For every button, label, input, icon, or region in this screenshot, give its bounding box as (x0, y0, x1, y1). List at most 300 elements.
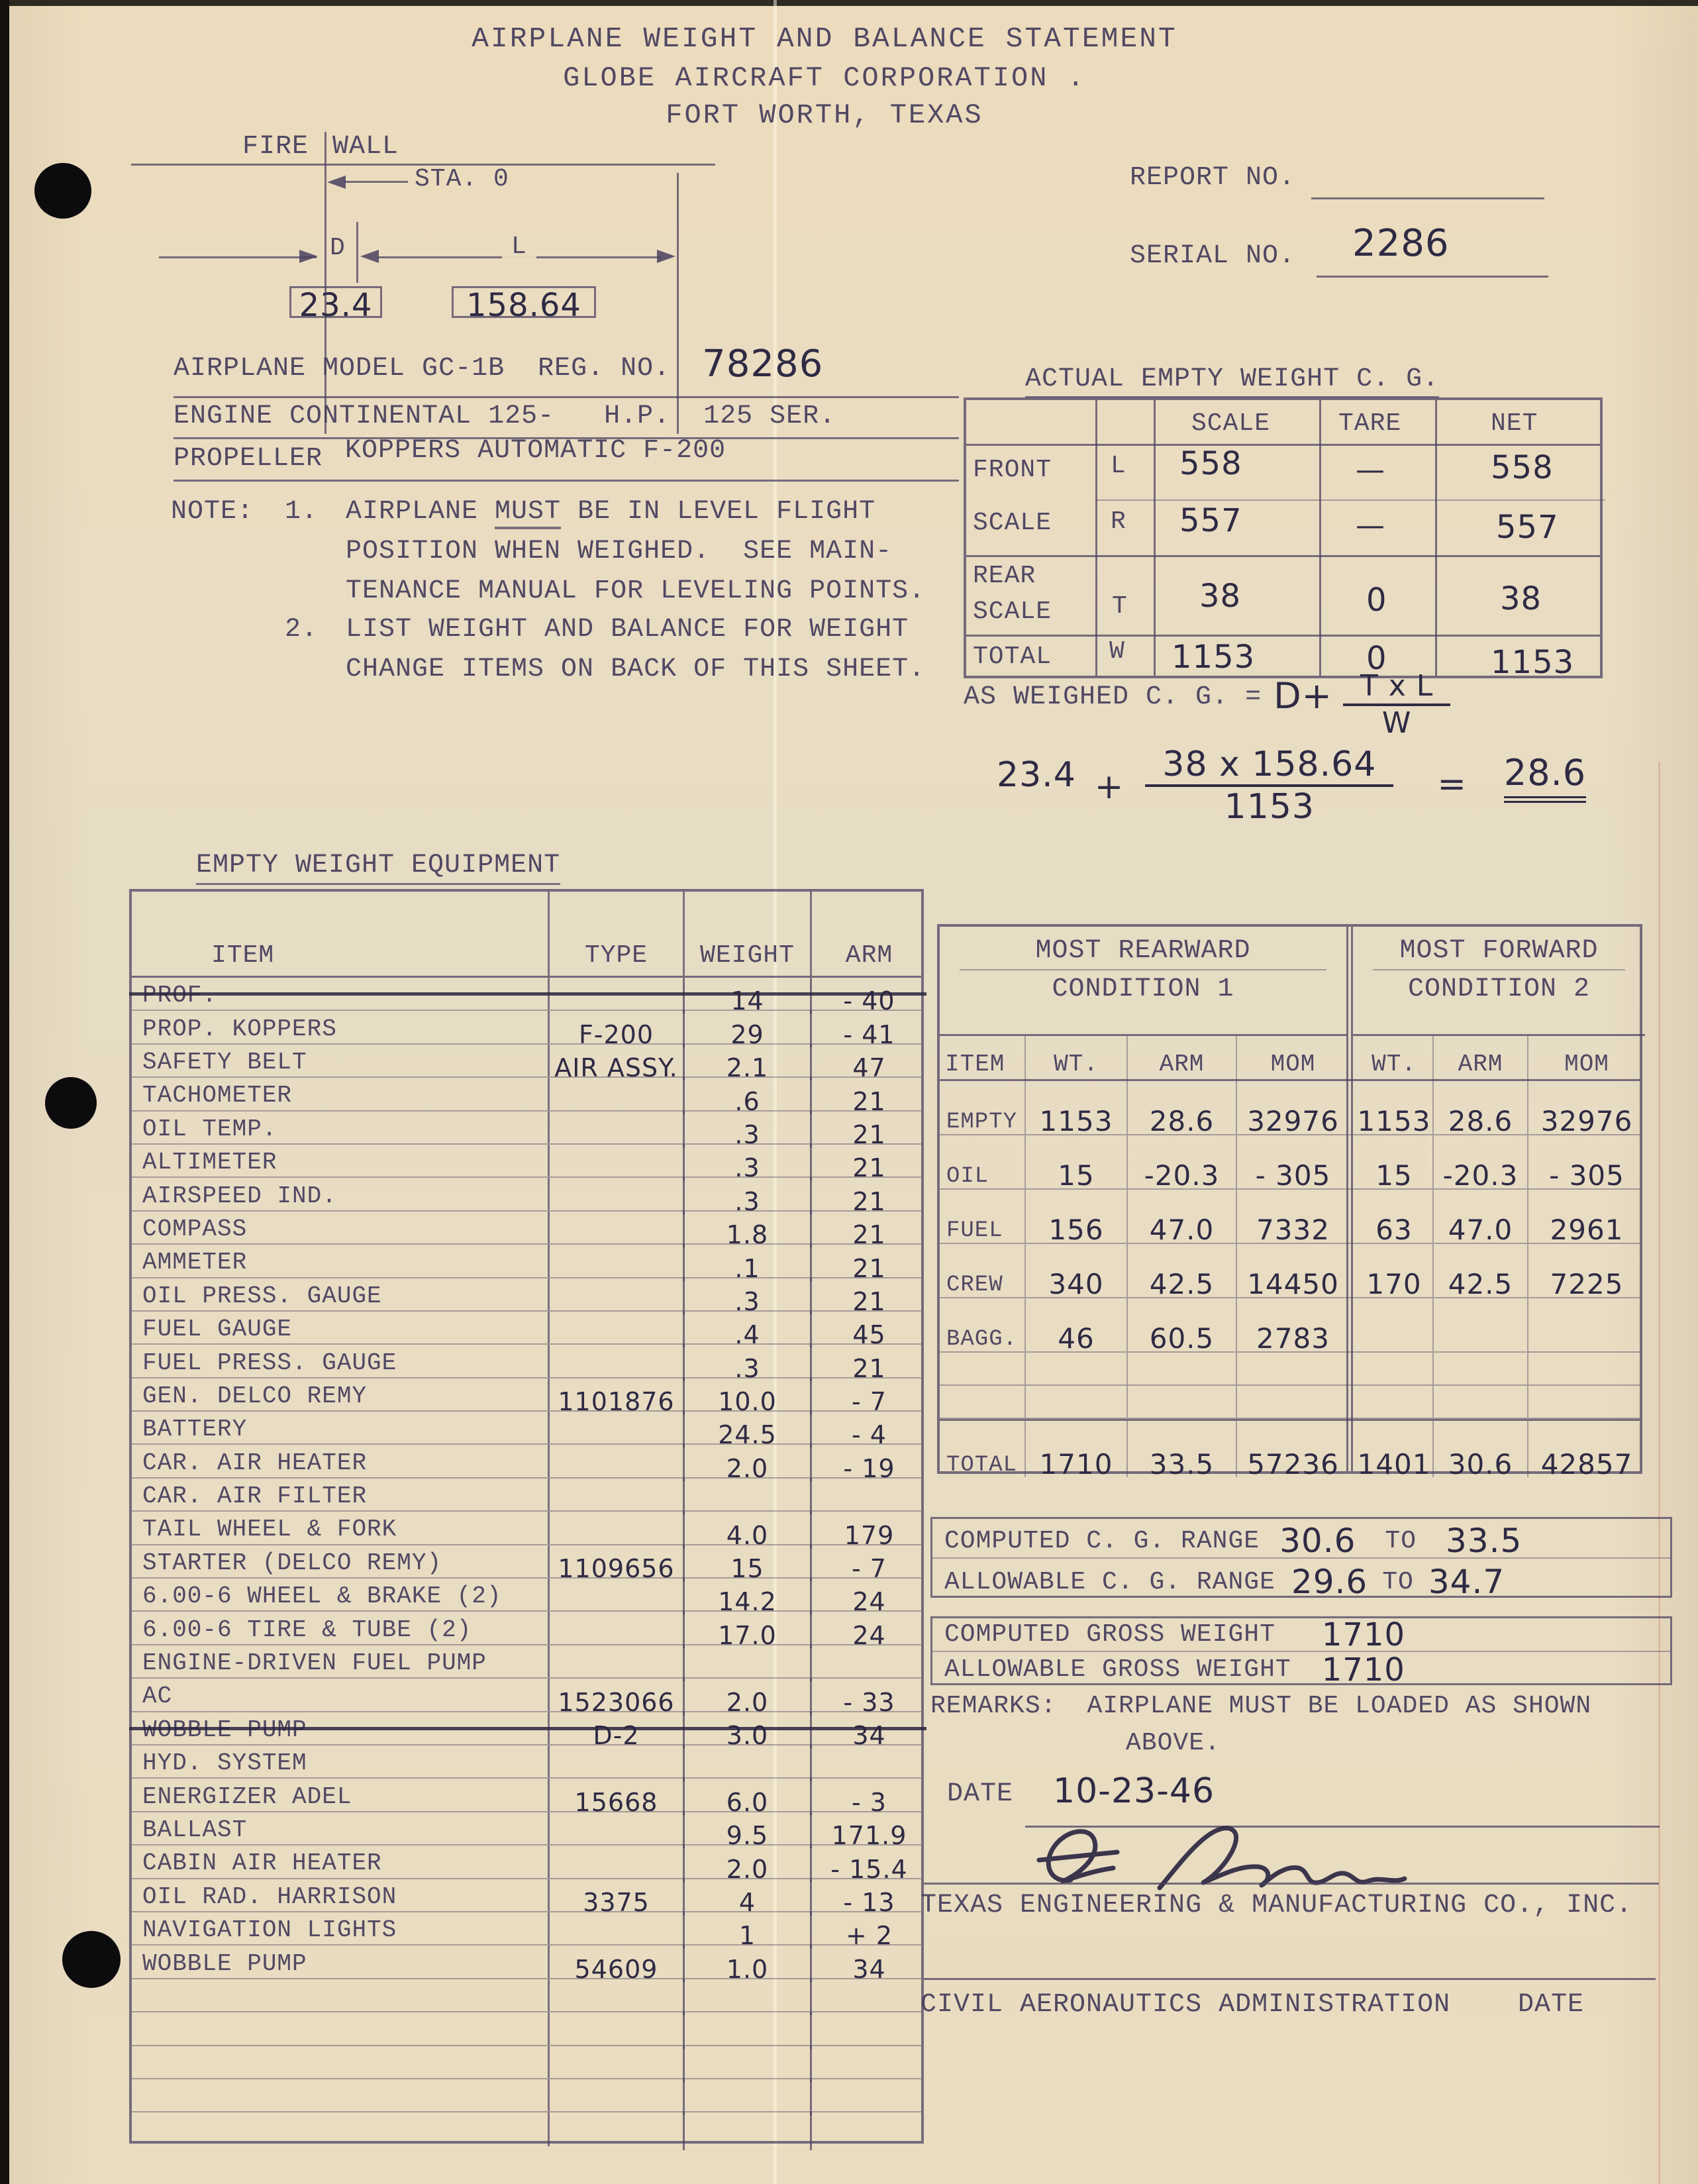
cell-item: AC (132, 1679, 550, 1710)
note-item1-number: 1. (285, 497, 319, 527)
table-row (940, 1353, 1640, 1386)
computed-cg-to: 33.5 (1446, 1522, 1523, 1560)
cell-item (940, 1353, 1026, 1384)
cell-arm2: -20.3 (1434, 1135, 1528, 1188)
cell-item: SAFETY BELT (132, 1045, 550, 1076)
cell-weight: 1 (685, 1912, 812, 1948)
cell-arm: - 13 (843, 1887, 895, 1917)
cell-type: 54609 (550, 1946, 685, 1981)
w-tare-value: 0 (1366, 640, 1387, 677)
cell-type (550, 1212, 685, 1247)
cell-item: 6.00-6 TIRE & TUBE (2) (132, 1612, 550, 1643)
col-mom: MOM (1270, 1050, 1316, 1078)
cell-type (550, 1312, 685, 1347)
cell-arm (812, 1479, 926, 1514)
cell-wt1: 340 (1026, 1244, 1128, 1297)
cell-arm: 171.9 (831, 1821, 907, 1851)
cell-item: FUEL PRESS. GAUGE (132, 1345, 550, 1377)
cell-type: 15668 (550, 1779, 685, 1814)
cell-arm: - 33 (843, 1687, 895, 1717)
cell-weight: .6 (685, 1078, 812, 1114)
cell-weight (685, 2012, 812, 2048)
rule (1095, 499, 1605, 501)
cell-type (550, 1846, 685, 1881)
computed-cg-row (932, 1519, 1670, 1559)
table-row (132, 1212, 921, 1250)
cell-type (550, 1979, 685, 2015)
table-row (940, 1419, 1640, 1481)
propeller-row (174, 436, 726, 474)
r-scale-value: 557 (1179, 502, 1242, 539)
cell-weight: 15 (685, 1545, 812, 1581)
cell-item: BALLAST (132, 1812, 550, 1844)
cell-arm: - 4 (852, 1420, 887, 1450)
remarks-line1: AIRPLANE MUST BE LOADED AS SHOWN (1087, 1692, 1592, 1720)
cell-mom1: 7332 (1256, 1214, 1330, 1246)
cell-item: STARTER (DELCO REMY) (132, 1545, 550, 1577)
cell-wt1: 1153 (1026, 1081, 1128, 1134)
table-row (132, 1412, 921, 1450)
margin-line (1658, 762, 1660, 2184)
cell-weight: 1.0 (685, 1946, 812, 1981)
cell-weight: 2.0 (685, 1445, 812, 1481)
agency-date-label: DATE (1518, 1990, 1585, 2020)
cell-item: CAR. AIR HEATER (132, 1445, 550, 1477)
table-row (132, 1112, 921, 1149)
cell-arm: 24 (852, 1587, 886, 1617)
cell-type (550, 1479, 685, 1514)
table-row (132, 2079, 921, 2112)
d-dim-arrowhead (299, 250, 318, 263)
d-plus: D+ (1274, 675, 1332, 717)
t-net-value: 38 (1500, 580, 1542, 617)
cell-wt2: 15 (1356, 1135, 1434, 1188)
cell-arm: + 2 (845, 1921, 893, 1951)
cell-mom1 (1237, 1386, 1349, 1418)
cell-weight: .3 (685, 1145, 812, 1180)
aircraft-model-row (174, 342, 824, 386)
col-arm2: ARM (1434, 1036, 1528, 1081)
computed-gross-label: COMPUTED GROSS WEIGHT (944, 1620, 1275, 1649)
cell-type: AIR ASSY. (550, 1045, 685, 1080)
cell-item: EMPTY (940, 1081, 1026, 1134)
cell-arm: 47 (852, 1053, 886, 1083)
allowable-gross-value: 1710 (1321, 1651, 1405, 1689)
cell-type (550, 2112, 685, 2150)
cell-item: GEN. DELCO REMY (132, 1378, 550, 1410)
cell-arm: 34 (852, 1954, 886, 1984)
table-row (132, 1512, 921, 1550)
cell-wt2: 63 (1356, 1190, 1434, 1243)
cell-type (550, 1812, 685, 1848)
cell-item: TOTAL (940, 1421, 1026, 1477)
cell-arm: - 7 (852, 1554, 887, 1584)
cell-weight: 14.2 (685, 1579, 812, 1614)
cell-weight: .3 (685, 1345, 812, 1380)
cell-item: ALTIMETER (132, 1145, 550, 1176)
rear-scale-label2: SCALE (973, 598, 1052, 626)
aircraft-model-label: AIRPLANE MODEL GC-1B REG. NO. (174, 354, 671, 384)
cell-wt2: 1153 (1356, 1081, 1434, 1134)
allowable-cg-from: 29.6 (1291, 1563, 1368, 1601)
front-scale-label: FRONT (973, 456, 1052, 484)
table-row (132, 2112, 921, 2146)
cell-mom2: 2961 (1550, 1214, 1624, 1246)
row-letter-l: L (1111, 452, 1126, 480)
cell-item: OIL RAD. HARRISON (132, 1879, 550, 1911)
row-letter-t: T (1112, 592, 1128, 621)
cell-weight: 3.0 (685, 1712, 812, 1748)
cell-weight: 24.5 (685, 1412, 812, 1447)
table-row (132, 978, 921, 1016)
cell-wt2: 1401 (1356, 1421, 1434, 1477)
cell-mom2 (1528, 1353, 1645, 1384)
cell-item: WOBBLE PUMP (132, 1946, 550, 1977)
cell-weight: 10.0 (685, 1378, 812, 1414)
table-row (132, 1278, 921, 1316)
r-net-value: 557 (1496, 509, 1559, 546)
cell-mom1: 57236 (1247, 1448, 1339, 1481)
cell-wt2: 170 (1356, 1244, 1434, 1297)
cell-item (940, 1386, 1026, 1418)
cell-arm: 21 (852, 1353, 886, 1383)
to-label: TO (1385, 1526, 1417, 1555)
page-title: AIRPLANE WEIGHT AND BALANCE STATEMENT (472, 23, 1177, 55)
table-row (132, 1011, 921, 1049)
fraction-denominator: W (1381, 706, 1412, 740)
cell-item: OIL PRESS. GAUGE (132, 1278, 550, 1310)
cell-item: PROF. (132, 978, 550, 1010)
table-row (132, 2012, 921, 2046)
note-label: NOTE: (171, 497, 254, 527)
calc-fraction (1145, 745, 1393, 827)
row-letter-r: R (1111, 507, 1126, 536)
cell-type: 1109656 (550, 1545, 685, 1581)
cg-computation (997, 745, 1587, 827)
row-letter-w: W (1109, 637, 1125, 666)
cell-arm: 21 (852, 1153, 886, 1183)
cell-arm: 45 (852, 1320, 886, 1350)
table-row (132, 1745, 921, 1779)
firewall-label-wall: WALL (332, 132, 399, 162)
allowable-cg-to: 34.7 (1428, 1563, 1505, 1601)
cell-weight: 4 (685, 1879, 812, 1915)
cell-arm: 179 (844, 1520, 895, 1550)
cell-wt1: 1710 (1026, 1421, 1128, 1477)
cell-arm1: 60.5 (1128, 1298, 1237, 1351)
punch-hole-middle (45, 1077, 97, 1129)
cell-type: F-200 (550, 1011, 685, 1047)
cell-weight (685, 2046, 812, 2082)
table-row (132, 1045, 921, 1083)
rule (960, 969, 1326, 970)
cell-weight: 29 (685, 1011, 812, 1047)
cell-arm (812, 2046, 926, 2082)
cell-mom2: 7225 (1550, 1268, 1624, 1300)
cell-type (550, 978, 685, 1014)
table-row (132, 1345, 921, 1383)
rule (966, 635, 1600, 637)
table-row (132, 1545, 921, 1584)
col-net: NET (1491, 409, 1538, 438)
cell-arm (812, 1979, 926, 2015)
cell-item: COMPASS (132, 1212, 550, 1243)
cell-arm1 (1128, 1353, 1237, 1384)
cell-item (132, 2012, 550, 2044)
firewall-line (325, 132, 326, 434)
cell-weight: 1.8 (685, 1212, 812, 1247)
cell-wt1 (1026, 1353, 1128, 1384)
total-label: TOTAL (973, 643, 1052, 671)
cell-type (550, 1345, 685, 1380)
cell-arm (812, 1745, 926, 1781)
cell-arm (812, 2112, 926, 2150)
cell-arm: - 19 (843, 1453, 895, 1483)
condition2-title: CONDITION 2 (1407, 974, 1591, 1005)
note-item1-line2: POSITION WHEN WEIGHED. SEE MAIN- (346, 537, 893, 566)
cell-item: FUEL GAUGE (132, 1312, 550, 1343)
rearward-condition-header (940, 927, 1346, 1036)
cell-item: CAR. AIR FILTER (132, 1479, 550, 1510)
cell-item: WOBBLE PUMP (132, 1712, 550, 1744)
agency-name: CIVIL AERONAUTICS ADMINISTRATION (921, 1990, 1451, 2020)
col-wt: WT. (1026, 1036, 1128, 1081)
cell-arm1: 28.6 (1128, 1081, 1237, 1134)
w-scale-value: 1153 (1172, 639, 1256, 676)
cell-type (550, 1245, 685, 1280)
serial-no-value: 2286 (1352, 222, 1450, 265)
cell-weight (685, 1745, 812, 1781)
cell-weight: 6.0 (685, 1779, 812, 1814)
forward-title: MOST FORWARD (1399, 936, 1599, 966)
scale-table-title: ACTUAL EMPTY WEIGHT C. G. (1025, 366, 1439, 398)
date-label: DATE (947, 1779, 1014, 1809)
cell-weight: 14 (685, 978, 812, 1014)
cell-wt1 (1026, 1386, 1128, 1418)
serial-no-line (1317, 276, 1548, 278)
cell-arm: - 40 (843, 986, 895, 1016)
tail-reference-line (677, 173, 679, 434)
rule (174, 480, 959, 482)
cg-range-box (930, 1517, 1672, 1601)
note-item1-line1 (346, 498, 875, 526)
cell-item: TAIL WHEEL & FORK (132, 1512, 550, 1543)
cell-item: AIRSPEED IND. (132, 1178, 550, 1210)
company-name: TEXAS ENGINEERING & MANUFACTURING CO., INC. (921, 1891, 1633, 1920)
to-label: TO (1382, 1567, 1414, 1596)
conditions-body (940, 1081, 1640, 1481)
cell-mom2: - 305 (1549, 1159, 1624, 1192)
equipment-header-row (132, 892, 921, 978)
cell-item: BAGG. (940, 1298, 1026, 1351)
cell-arm1: 33.5 (1128, 1421, 1237, 1477)
col-scale: SCALE (1191, 409, 1271, 438)
gross-weight-box (930, 1616, 1672, 1689)
note-text: AIRPLANE (346, 497, 495, 527)
col-tare: TARE (1338, 409, 1402, 438)
punch-hole-bottom (62, 1931, 121, 1988)
cell-type: 3375 (550, 1879, 685, 1915)
col-wt2: WT. (1356, 1036, 1434, 1081)
rule (174, 396, 959, 398)
cell-type (550, 1745, 685, 1781)
report-no-label: REPORT NO. (1130, 163, 1296, 193)
cell-type (550, 1278, 685, 1314)
cell-type (550, 2012, 685, 2048)
computed-cg-label: COMPUTED C. G. RANGE (944, 1526, 1260, 1555)
note-item2-number: 2. (285, 615, 319, 645)
cell-mom1: 32976 (1247, 1105, 1339, 1137)
cell-type (550, 1645, 685, 1681)
remarks-row (930, 1693, 1591, 1720)
cell-item: ENERGIZER ADEL (132, 1779, 550, 1810)
sta-zero-label: STA. 0 (415, 165, 509, 193)
fraction-numerator: T x L (1343, 672, 1450, 706)
cell-arm2: 47.0 (1434, 1190, 1528, 1243)
l-tare-value: — (1356, 453, 1385, 487)
punch-hole-top (34, 163, 91, 219)
table-row (132, 1946, 921, 1984)
table-row (132, 1612, 921, 1650)
table-row (940, 1298, 1640, 1353)
rule (966, 444, 1600, 446)
cell-weight (685, 1979, 812, 2015)
cell-weight (685, 1645, 812, 1681)
remarks-label: REMARKS: (930, 1692, 1057, 1720)
allowable-gross-row (932, 1651, 1670, 1689)
cell-mom2 (1528, 1298, 1645, 1351)
cell-mom2 (1528, 1386, 1645, 1418)
col-mom2: MOM (1564, 1050, 1609, 1078)
cell-arm: 21 (852, 1186, 886, 1216)
cell-item: BATTERY (132, 1412, 550, 1443)
table-row (940, 1386, 1640, 1419)
d-dim-shaft (159, 256, 317, 258)
cell-weight (685, 1479, 812, 1514)
table-row (132, 1579, 921, 1617)
cell-arm2 (1434, 1353, 1528, 1384)
table-row (132, 2046, 921, 2079)
calc-equals: = (1437, 764, 1467, 804)
cell-item: OIL TEMP. (132, 1112, 550, 1143)
cell-type (550, 1912, 685, 1948)
table-row (132, 1479, 921, 1512)
cell-arm: 21 (852, 1220, 886, 1250)
remarks-line2: ABOVE. (1126, 1729, 1221, 1757)
calc-denominator: 1153 (1224, 787, 1315, 827)
w-net-value: 1153 (1491, 644, 1575, 681)
cell-type (550, 1178, 685, 1214)
t-scale-value: 38 (1199, 578, 1242, 615)
date-value: 10-23-46 (1053, 1771, 1215, 1811)
as-weighed-formula (964, 669, 1450, 740)
col-arm: ARM (845, 941, 893, 970)
cell-arm (812, 2079, 926, 2115)
cell-arm: 21 (852, 1086, 886, 1116)
cell-mom1 (1237, 1353, 1349, 1384)
cell-weight: .4 (685, 1312, 812, 1347)
computed-cg-from: 30.6 (1279, 1522, 1356, 1560)
cell-weight: .3 (685, 1278, 812, 1314)
cell-type (550, 1145, 685, 1180)
table-row (132, 1312, 921, 1350)
table-row (132, 1879, 921, 1917)
cell-wt1: 156 (1026, 1190, 1128, 1243)
cell-arm1 (1128, 1386, 1237, 1418)
table-row (132, 1445, 921, 1483)
cell-arm1: 47.0 (1128, 1190, 1237, 1243)
table-row (132, 1912, 921, 1951)
cell-weight: .1 (685, 1245, 812, 1280)
table-row (940, 1190, 1640, 1244)
cell-wt2 (1356, 1353, 1434, 1384)
serial-no-label: SERIAL NO. (1130, 241, 1296, 271)
engine-row: ENGINE CONTINENTAL 125- H.P. 125 SER. (174, 401, 836, 431)
computed-gross-row (932, 1618, 1670, 1652)
d-dim-tick (356, 222, 358, 283)
cell-type (550, 1078, 685, 1114)
cell-item (132, 2112, 550, 2146)
equipment-table (129, 889, 924, 2144)
cell-type: 1101876 (550, 1378, 685, 1414)
cell-item: HYD. SYSTEM (132, 1745, 550, 1777)
cell-arm: 24 (852, 1620, 886, 1650)
rule (966, 555, 1600, 557)
calc-plus: + (1094, 767, 1124, 807)
table-row (132, 1178, 921, 1216)
cell-item: OIL (940, 1135, 1026, 1188)
cell-item: ENGINE-DRIVEN FUEL PUMP (132, 1645, 550, 1677)
cell-arm: 34 (852, 1720, 886, 1750)
note-text: BE IN LEVEL FLIGHT (561, 497, 876, 527)
note-item2-line2: CHANGE ITEMS ON BACK OF THIS SHEET. (346, 654, 926, 684)
registration-number: 78286 (702, 342, 824, 386)
cell-item: CREW (940, 1244, 1026, 1297)
cell-mom2: 32976 (1540, 1105, 1633, 1137)
propeller-value: KOPPERS AUTOMATIC F-200 (345, 436, 726, 466)
cell-weight (685, 2079, 812, 2115)
col-type: TYPE (550, 892, 685, 976)
cell-item: PROP. KOPPERS (132, 1011, 550, 1043)
table-row (132, 1245, 921, 1283)
cell-arm1: -20.3 (1128, 1135, 1237, 1188)
table-row (132, 1679, 921, 1717)
t-tare-value: 0 (1366, 582, 1387, 619)
cell-wt2 (1356, 1386, 1434, 1418)
cell-type (550, 2079, 685, 2115)
cell-item (132, 1979, 550, 2011)
allowable-gross-label: ALLOWABLE GROSS WEIGHT (944, 1655, 1291, 1684)
cell-weight: 2.0 (685, 1679, 812, 1714)
cell-arm (812, 2012, 926, 2048)
cell-arm (812, 1645, 926, 1681)
cell-arm: - 3 (852, 1787, 887, 1817)
firewall-label-fire: FIRE (242, 132, 309, 162)
cell-type (550, 1412, 685, 1447)
cell-arm1: 42.5 (1128, 1244, 1237, 1297)
allowable-cg-label: ALLOWABLE C. G. RANGE (944, 1567, 1275, 1596)
txl-over-w-fraction (1343, 669, 1450, 740)
cell-arm: 21 (852, 1119, 886, 1149)
cell-item (132, 2046, 550, 2078)
cell-weight: 17.0 (685, 1612, 812, 1647)
allowable-cg-row (932, 1559, 1670, 1601)
cell-weight: 2.0 (685, 1846, 812, 1881)
cell-arm: - 15.4 (830, 1854, 908, 1884)
cell-arm2: 28.6 (1434, 1081, 1528, 1134)
cell-weight: 9.5 (685, 1812, 812, 1848)
sta-arrow-shaft (344, 181, 408, 183)
